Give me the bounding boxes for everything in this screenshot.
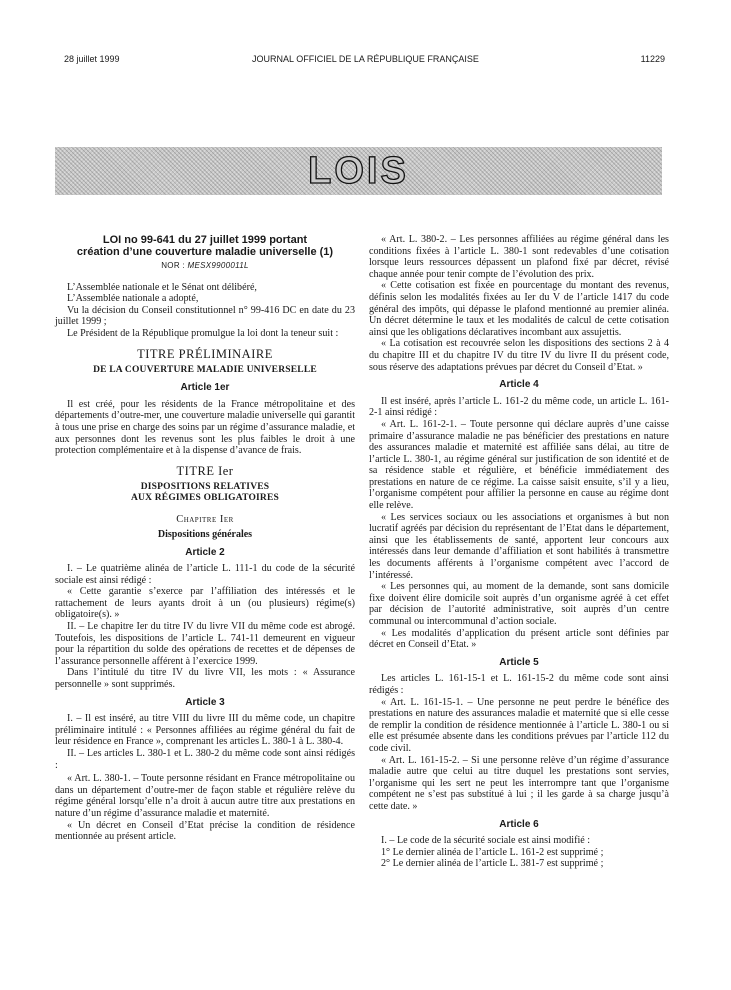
article-4-paragraph: « Les services sociaux ou les associations et organismes à but non lucratif agréés par décision du représentant de l’Etat dans le département, ainsi que les établissements de santé, apportent leur concours aux intéressés dans leur demande d’affiliation et sont habilités à transmettre les documents afférents à l’organisme compétent avec l’accord de l’intéressé. <box>369 511 669 581</box>
article-6-paragraph: 1° Le dernier alinéa de l’article L. 161-2 est supprimé ; <box>381 846 604 858</box>
article-2-heading: Article 2 <box>185 546 225 558</box>
page-header <box>0 54 731 68</box>
preamble-line: L’Assemblée nationale et le Sénat ont délibéré, <box>67 281 257 293</box>
banner-title: LOIS <box>308 150 409 192</box>
header-journal-title: JOURNAL OFFICIEL DE LA RÉPUBLIQUE FRANÇAISE <box>252 54 479 64</box>
article-380-2-paragraph: « Art. L. 380-2. – Les personnes affiliées au régime général dans les conditions fixées à l’article L. 380-1 sont redevables d’une cotisation lorsque leurs ressources dépassent un plafond fixé par décret, révisé chaque année pour tenir compte de l’évolution des prix. <box>369 234 669 280</box>
article-5-heading: Article 5 <box>499 656 539 668</box>
header-page-number: 11229 <box>640 54 665 64</box>
article-3-paragraph: « Art. L. 380-1. – Toute personne résidant en France métropolitaine ou dans un département d’outre-mer de façon stable et régulière relève du régime général lorsqu’elle n’a droit à aucun autre titre aux prestations en nature d’un régime d’assurance maladie et maternité. <box>55 773 355 819</box>
article-5-paragraph: « Art. L. 161-15-2. – Si une personne relève d’un régime d’assurance maladie autre que celui au titre duquel les prestations sont servies, l’organisme qui les sert ne peut les interrompre tant que l’organisme compétent ne s’est pas substitué à lui ; il les garde à sa charge jusqu’à cette date. » <box>369 754 669 812</box>
article-5-paragraph: Les articles L. 161-15-1 et L. 161-15-2 du même code sont ainsi rédigés : <box>369 673 669 696</box>
preamble-line: L’Assemblée nationale a adopté, <box>67 293 199 305</box>
chapitre-title: Dispositions générales <box>157 528 253 540</box>
article-6-heading: Article 6 <box>499 818 539 830</box>
article-380-2-paragraph: « La cotisation est recouvrée selon les dispositions des sections 2 à 4 du chapitre III et du chapitre IV du titre IV du livre II du présent code, sous réserve des adaptations prévues par décret du Conseil d’Etat. » <box>369 338 669 373</box>
article-4-paragraph: Il est inséré, après l’article L. 161-2 du même code, un article L. 161-2-1 ainsi rédigé : <box>369 395 669 419</box>
article-1-text: Il est créé, pour les résidents de la France métropolitaine et des départements d’outre-mer, une couverture maladie universelle qui garantit à tous une prise en charge des soins par un régime d’assurance maladie, et aux personnes dont les revenus sont les plus faibles le droit à une protection complémentaire et à la dispense d’avance de frais. <box>55 398 355 457</box>
nor-label: NOR : <box>161 261 185 270</box>
article-2-paragraph: Dans l’intitulé du titre IV du livre VII, les mots : « Assurance personnelle » sont supprimés. <box>55 667 355 691</box>
nor-reference <box>55 260 355 272</box>
header-date: 28 juillet 1999 <box>64 54 120 64</box>
titre-1-heading: TITRE Ier <box>176 463 234 478</box>
article-4-paragraph: « Les personnes qui, au moment de la demande, sont sans domicile fixe doivent élire domicile soit auprès d’un organisme agréé à cet effet par décision de l’autorité administrative, soit auprès d’un centre communal ou intercommunal d’action sociale. <box>369 581 669 627</box>
titre-preliminaire-heading: TITRE PRÉLIMINAIRE <box>137 346 273 361</box>
article-3-heading: Article 3 <box>185 696 225 708</box>
titre-preliminaire-subheading: DE LA COUVERTURE MALADIE UNIVERSELLE <box>93 365 317 376</box>
section-banner <box>55 147 662 195</box>
right-column <box>369 234 669 870</box>
titre-1-subheading <box>55 482 355 504</box>
article-2-paragraph: I. – Le quatrième alinéa de l’article L. 111-1 du code de la sécurité sociale est ainsi rédigé : <box>55 563 355 586</box>
article-3-paragraph: I. – Il est inséré, au titre VIII du livre III du même code, un chapitre préliminaire intitulé : « Personnes affiliées au régime général du fait de leur résidence en France », comprenant les articles L. 380-1 à L. 380-4. <box>55 713 355 748</box>
article-2-paragraph: II. – Le chapitre Ier du titre IV du livre VII du même code est abrogé. Toutefois, les dispositions de l’article L. 741-11 demeurent en vigueur pour la répartition du solde des opérations de recettes et de dépenses de l’assurance personnelle afférent à l’exercice 1999. <box>55 621 355 667</box>
article-1-heading: Article 1er <box>180 382 230 394</box>
article-380-2-paragraph: « Cette cotisation est fixée en pourcentage du montant des revenus, définis selon les modalités fixées au Ier du V de l’article 1417 du code général des impôts, qui dépasse le plafond mentionné au premier alinéa. Un décret détermine le taux et les modalités de calcul de cette cotisation ainsi que les obligations déclaratives incombant aux assujettis. <box>369 280 669 338</box>
preamble-line: Vu la décision du Conseil constitutionnel n° 99-416 DC en date du 23 juillet 1999 ; <box>55 304 355 328</box>
article-4-paragraph: « Les modalités d’application du présent article sont définies par décret en Conseil d’Etat. » <box>369 627 669 651</box>
article-4-heading: Article 4 <box>499 379 539 391</box>
law-title <box>55 234 355 258</box>
chapitre-heading: Chapitre Ier <box>176 514 234 526</box>
preamble-line: Le Président de la République promulgue la loi dont la teneur suit : <box>67 327 339 339</box>
article-2-paragraph: « Cette garantie s’exerce par l’affiliation des intéressés et le rattachement de leurs ayants droit à un (ou plusieurs) régime(s) obligatoire(s). » <box>55 586 355 621</box>
nor-code: MESX9900011L <box>187 261 249 270</box>
article-4-paragraph: « Art. L. 161-2-1. – Toute personne qui déclare auprès d’une caisse primaire d’assurance maladie ne pas bénéficier des prestations en nature des assurances maladie et maternité est affiliée sans délai, au titre de l’article L. 380-1, au régime général sur justification de son identité et de sa résidence stable et régulière, et bénéficie immédiatement des prestations en nature de ce régime. La caisse saisit ensuite, s’il y a lieu, l’organisme compétent pour affilier la personne en cause au régime dont elle relève. <box>369 418 669 512</box>
left-column <box>55 234 355 843</box>
article-6-paragraph: I. – Le code de la sécurité sociale est ainsi modifié : <box>381 835 591 847</box>
titre-1-subheading-line2: AUX RÉGIMES OBLIGATOIRES <box>130 493 280 504</box>
titre-1-subheading-line1: DISPOSITIONS RELATIVES <box>140 482 270 493</box>
article-5-paragraph: « Art. L. 161-15-1. – Une personne ne peut perdre le bénéfice des prestations en nature des assurances maladie et maternité que si elle cesse de remplir la condition de résidence mentionnée à l’article L. 380-1 ou si elle est présumée absente dans les conditions prévues par l’article 112 du code civil. <box>369 696 669 754</box>
law-title-line1: LOI no 99-641 du 27 juillet 1999 portant <box>102 234 308 246</box>
article-3-paragraph: « Un décret en Conseil d’Etat précise la condition de résidence mentionnée au présent article. <box>55 819 355 843</box>
article-3-paragraph: II. – Les articles L. 380-1 et L. 380-2 du même code sont ainsi rédigés : <box>55 748 355 771</box>
article-6-paragraph: 2° Le dernier alinéa de l’article L. 381-7 est supprimé ; <box>381 858 604 870</box>
law-title-line2: création d’une couverture maladie universelle (1) <box>76 246 334 258</box>
